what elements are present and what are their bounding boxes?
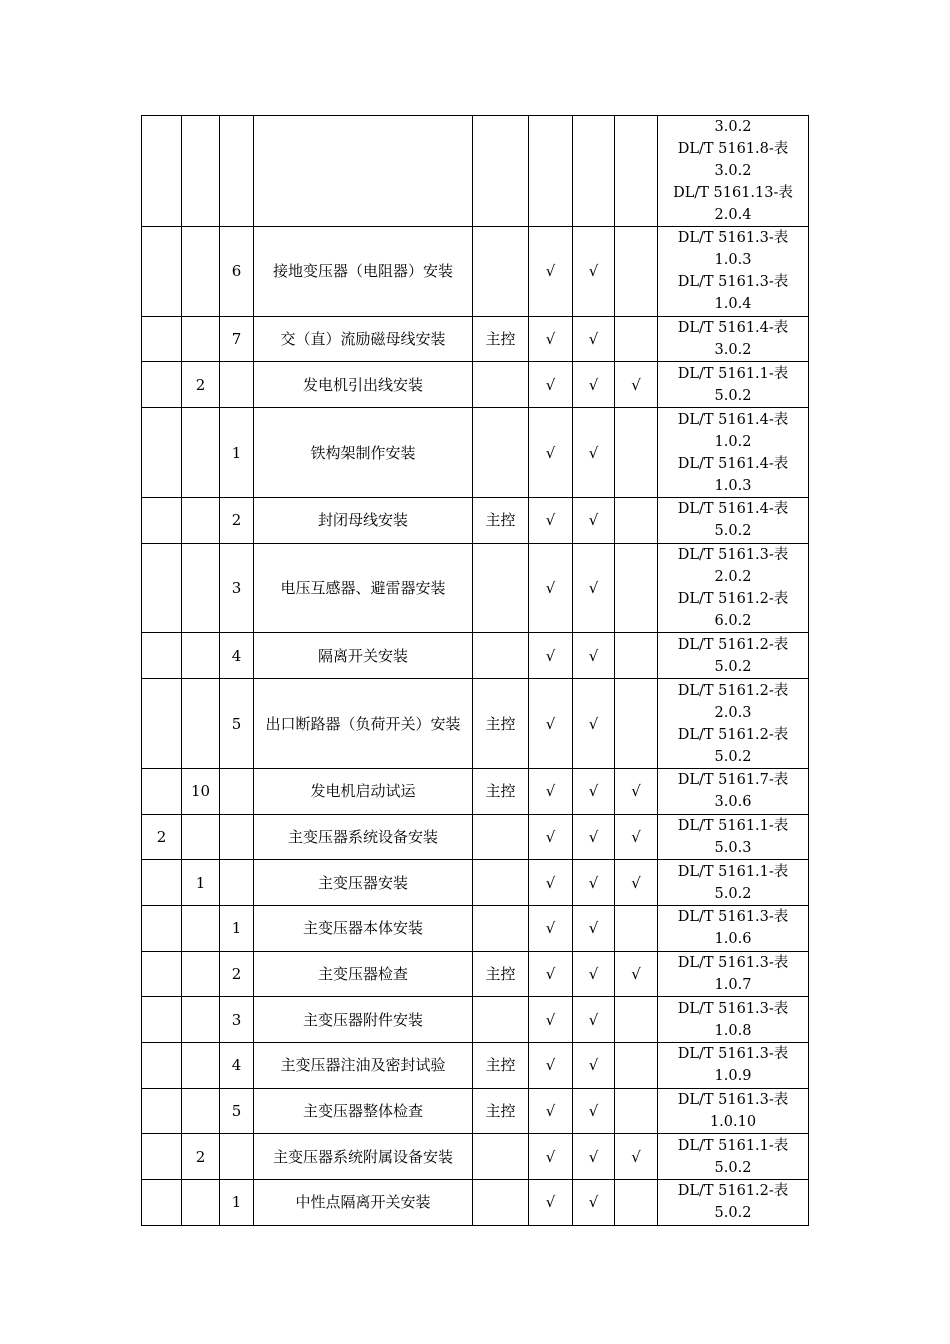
unit-number-cell: 2	[142, 814, 182, 860]
subunit-number-cell	[182, 316, 220, 362]
unit-number-cell	[142, 633, 182, 679]
check-mark-cell-2: √	[573, 1134, 615, 1180]
item-name-cell: 铁构架制作安装	[254, 408, 473, 498]
item-name-cell: 主变压器整体检查	[254, 1088, 473, 1134]
standard-reference-cell: DL/T 5161.1-表 5.0.2	[658, 362, 809, 408]
check-mark-cell-3: √	[615, 362, 658, 408]
item-number-cell	[220, 768, 254, 814]
item-name-cell: 主变压器系统设备安装	[254, 814, 473, 860]
standard-reference-cell: DL/T 5161.3-表 1.0.7	[658, 951, 809, 997]
check-mark-cell-3: √	[615, 768, 658, 814]
subunit-number-cell: 2	[182, 362, 220, 408]
item-number-cell: 1	[220, 906, 254, 952]
check-mark-cell-1: √	[529, 860, 573, 906]
unit-number-cell	[142, 1134, 182, 1180]
inspection-type-cell: 主控	[473, 316, 529, 362]
table-row	[142, 1180, 809, 1226]
standard-reference-cell: 3.0.2 DL/T 5161.8-表 3.0.2 DL/T 5161.13-表 2.0.4	[658, 116, 809, 227]
unit-number-cell	[142, 997, 182, 1043]
check-mark-cell-2: √	[573, 951, 615, 997]
subunit-number-cell	[182, 1088, 220, 1134]
check-mark-cell-2: √	[573, 997, 615, 1043]
subunit-number-cell: 1	[182, 860, 220, 906]
inspection-type-cell	[473, 814, 529, 860]
table-row	[142, 116, 809, 227]
table-row	[142, 679, 809, 769]
inspection-type-cell	[473, 362, 529, 408]
check-mark-cell-1: √	[529, 362, 573, 408]
subunit-number-cell: 2	[182, 1134, 220, 1180]
inspection-table	[141, 115, 809, 1226]
standard-reference-cell: DL/T 5161.1-表 5.0.2	[658, 860, 809, 906]
check-mark-cell-3	[615, 679, 658, 769]
unit-number-cell	[142, 951, 182, 997]
unit-number-cell	[142, 906, 182, 952]
table-row	[142, 408, 809, 498]
check-mark-cell-3	[615, 1180, 658, 1226]
check-mark-cell-2: √	[573, 316, 615, 362]
inspection-type-cell	[473, 543, 529, 633]
item-name-cell: 出口断路器（负荷开关）安装	[254, 679, 473, 769]
check-mark-cell-3	[615, 906, 658, 952]
subunit-number-cell	[182, 543, 220, 633]
table-row	[142, 497, 809, 543]
subunit-number-cell	[182, 633, 220, 679]
check-mark-cell-2: √	[573, 814, 615, 860]
check-mark-cell-1: √	[529, 1043, 573, 1089]
item-number-cell: 5	[220, 679, 254, 769]
unit-number-cell	[142, 679, 182, 769]
unit-number-cell	[142, 1088, 182, 1134]
standard-reference-cell: DL/T 5161.3-表 1.0.3 DL/T 5161.3-表 1.0.4	[658, 227, 809, 317]
table-row	[142, 951, 809, 997]
unit-number-cell	[142, 227, 182, 317]
table-row	[142, 860, 809, 906]
check-mark-cell-3	[615, 543, 658, 633]
item-name-cell: 主变压器注油及密封试验	[254, 1043, 473, 1089]
check-mark-cell-1: √	[529, 1180, 573, 1226]
item-name-cell: 接地变压器（电阻器）安装	[254, 227, 473, 317]
subunit-number-cell	[182, 814, 220, 860]
check-mark-cell-2: √	[573, 1180, 615, 1226]
item-number-cell: 4	[220, 633, 254, 679]
check-mark-cell-2: √	[573, 679, 615, 769]
subunit-number-cell	[182, 951, 220, 997]
subunit-number-cell: 10	[182, 768, 220, 814]
check-mark-cell-2: √	[573, 227, 615, 317]
check-mark-cell-2: √	[573, 362, 615, 408]
check-mark-cell-1: √	[529, 408, 573, 498]
item-number-cell	[220, 116, 254, 227]
item-name-cell: 中性点隔离开关安装	[254, 1180, 473, 1226]
unit-number-cell	[142, 768, 182, 814]
standard-reference-cell: DL/T 5161.7-表 3.0.6	[658, 768, 809, 814]
check-mark-cell-3	[615, 997, 658, 1043]
item-number-cell: 2	[220, 951, 254, 997]
inspection-type-cell: 主控	[473, 1043, 529, 1089]
check-mark-cell-1: √	[529, 679, 573, 769]
check-mark-cell-2: √	[573, 543, 615, 633]
check-mark-cell-2: √	[573, 633, 615, 679]
check-mark-cell-2: √	[573, 860, 615, 906]
table-row	[142, 1134, 809, 1180]
item-name-cell: 电压互感器、避雷器安装	[254, 543, 473, 633]
subunit-number-cell	[182, 497, 220, 543]
item-number-cell: 7	[220, 316, 254, 362]
standard-reference-cell: DL/T 5161.2-表 5.0.2	[658, 1180, 809, 1226]
check-mark-cell-1: √	[529, 951, 573, 997]
check-mark-cell-1: √	[529, 1088, 573, 1134]
item-number-cell: 4	[220, 1043, 254, 1089]
check-mark-cell-1: √	[529, 814, 573, 860]
inspection-type-cell: 主控	[473, 951, 529, 997]
inspection-type-cell	[473, 997, 529, 1043]
item-number-cell: 3	[220, 543, 254, 633]
check-mark-cell-1	[529, 116, 573, 227]
item-number-cell	[220, 362, 254, 408]
unit-number-cell	[142, 1043, 182, 1089]
check-mark-cell-2: √	[573, 497, 615, 543]
item-number-cell	[220, 814, 254, 860]
table-row	[142, 362, 809, 408]
item-name-cell: 发电机引出线安装	[254, 362, 473, 408]
table-row	[142, 316, 809, 362]
check-mark-cell-1: √	[529, 316, 573, 362]
check-mark-cell-1: √	[529, 633, 573, 679]
unit-number-cell	[142, 408, 182, 498]
check-mark-cell-2: √	[573, 1043, 615, 1089]
inspection-type-cell	[473, 116, 529, 227]
table-row	[142, 814, 809, 860]
check-mark-cell-3	[615, 116, 658, 227]
table-row	[142, 543, 809, 633]
inspection-type-cell	[473, 1134, 529, 1180]
check-mark-cell-2: √	[573, 1088, 615, 1134]
item-number-cell: 5	[220, 1088, 254, 1134]
check-mark-cell-3	[615, 497, 658, 543]
item-number-cell: 6	[220, 227, 254, 317]
standard-reference-cell: DL/T 5161.2-表 5.0.2	[658, 633, 809, 679]
subunit-number-cell	[182, 997, 220, 1043]
table-row	[142, 1088, 809, 1134]
subunit-number-cell	[182, 679, 220, 769]
check-mark-cell-3: √	[615, 814, 658, 860]
item-name-cell: 主变压器附件安装	[254, 997, 473, 1043]
check-mark-cell-1: √	[529, 1134, 573, 1180]
inspection-type-cell	[473, 1180, 529, 1226]
check-mark-cell-3	[615, 1088, 658, 1134]
inspection-type-cell: 主控	[473, 1088, 529, 1134]
item-number-cell: 2	[220, 497, 254, 543]
subunit-number-cell	[182, 1043, 220, 1089]
item-name-cell: 发电机启动试运	[254, 768, 473, 814]
unit-number-cell	[142, 497, 182, 543]
unit-number-cell	[142, 860, 182, 906]
item-number-cell: 1	[220, 408, 254, 498]
item-name-cell	[254, 116, 473, 227]
inspection-type-cell: 主控	[473, 679, 529, 769]
check-mark-cell-1: √	[529, 227, 573, 317]
table-row	[142, 997, 809, 1043]
subunit-number-cell	[182, 116, 220, 227]
subunit-number-cell	[182, 1180, 220, 1226]
table-row	[142, 633, 809, 679]
inspection-type-cell	[473, 408, 529, 498]
standard-reference-cell: DL/T 5161.3-表 1.0.10	[658, 1088, 809, 1134]
standard-reference-cell: DL/T 5161.4-表 1.0.2 DL/T 5161.4-表 1.0.3	[658, 408, 809, 498]
check-mark-cell-1: √	[529, 768, 573, 814]
subunit-number-cell	[182, 906, 220, 952]
subunit-number-cell	[182, 227, 220, 317]
inspection-type-cell	[473, 906, 529, 952]
unit-number-cell	[142, 1180, 182, 1226]
item-name-cell: 交（直）流励磁母线安装	[254, 316, 473, 362]
table-row	[142, 1043, 809, 1089]
inspection-type-cell	[473, 227, 529, 317]
standard-reference-cell: DL/T 5161.3-表 1.0.6	[658, 906, 809, 952]
inspection-type-cell	[473, 860, 529, 906]
standard-reference-cell: DL/T 5161.3-表 2.0.2 DL/T 5161.2-表 6.0.2	[658, 543, 809, 633]
check-mark-cell-3: √	[615, 951, 658, 997]
item-name-cell: 主变压器检查	[254, 951, 473, 997]
standard-reference-cell: DL/T 5161.4-表 3.0.2	[658, 316, 809, 362]
check-mark-cell-2	[573, 116, 615, 227]
standard-reference-cell: DL/T 5161.1-表 5.0.2	[658, 1134, 809, 1180]
check-mark-cell-1: √	[529, 997, 573, 1043]
check-mark-cell-1: √	[529, 906, 573, 952]
check-mark-cell-3: √	[615, 1134, 658, 1180]
check-mark-cell-3	[615, 633, 658, 679]
check-mark-cell-3	[615, 316, 658, 362]
item-number-cell: 3	[220, 997, 254, 1043]
item-name-cell: 主变压器本体安装	[254, 906, 473, 952]
item-name-cell: 封闭母线安装	[254, 497, 473, 543]
item-number-cell: 1	[220, 1180, 254, 1226]
unit-number-cell	[142, 116, 182, 227]
standard-reference-cell: DL/T 5161.4-表 5.0.2	[658, 497, 809, 543]
check-mark-cell-2: √	[573, 906, 615, 952]
item-name-cell: 主变压器系统附属设备安装	[254, 1134, 473, 1180]
unit-number-cell	[142, 543, 182, 633]
inspection-type-cell	[473, 633, 529, 679]
check-mark-cell-3	[615, 1043, 658, 1089]
check-mark-cell-3: √	[615, 860, 658, 906]
subunit-number-cell	[182, 408, 220, 498]
check-mark-cell-3	[615, 408, 658, 498]
item-name-cell: 主变压器安装	[254, 860, 473, 906]
table-row	[142, 906, 809, 952]
standard-reference-cell: DL/T 5161.3-表 1.0.9	[658, 1043, 809, 1089]
check-mark-cell-3	[615, 227, 658, 317]
inspection-type-cell: 主控	[473, 497, 529, 543]
check-mark-cell-1: √	[529, 543, 573, 633]
standard-reference-cell: DL/T 5161.3-表 1.0.8	[658, 997, 809, 1043]
standard-reference-cell: DL/T 5161.1-表 5.0.3	[658, 814, 809, 860]
check-mark-cell-2: √	[573, 408, 615, 498]
inspection-type-cell: 主控	[473, 768, 529, 814]
check-mark-cell-1: √	[529, 497, 573, 543]
check-mark-cell-2: √	[573, 768, 615, 814]
item-name-cell: 隔离开关安装	[254, 633, 473, 679]
item-number-cell	[220, 860, 254, 906]
table-row	[142, 227, 809, 317]
table-row	[142, 768, 809, 814]
standard-reference-cell: DL/T 5161.2-表 2.0.3 DL/T 5161.2-表 5.0.2	[658, 679, 809, 769]
unit-number-cell	[142, 316, 182, 362]
unit-number-cell	[142, 362, 182, 408]
item-number-cell	[220, 1134, 254, 1180]
